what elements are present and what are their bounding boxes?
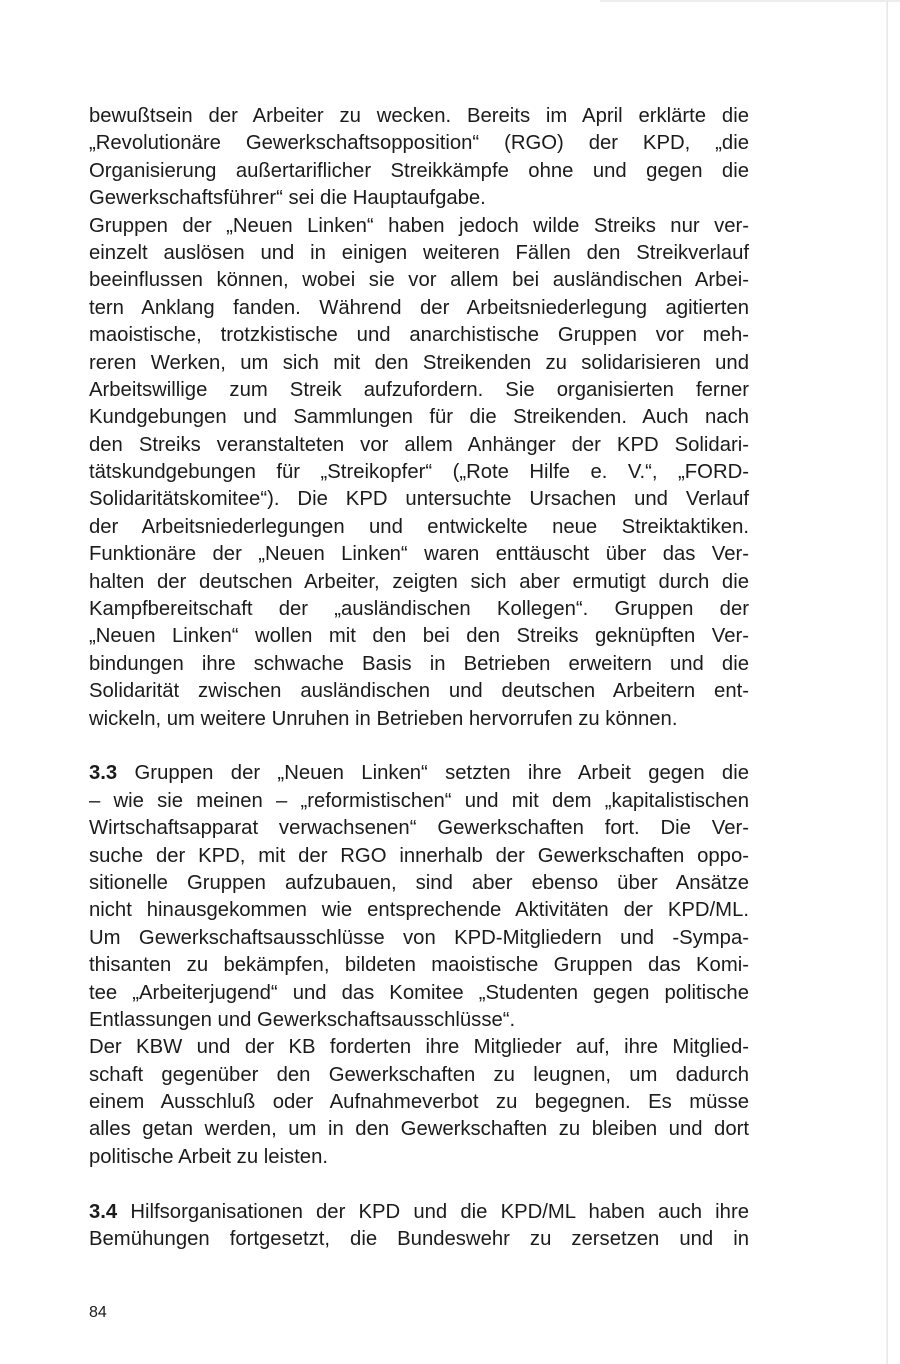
section-number: 3.3: [89, 762, 118, 785]
text-line: suche der KPD, mit der RGO innerhalb der Gewerkschaften oppo-: [89, 844, 749, 867]
text-line: maoistische, trotzkistische und anarchistische Gruppen vor meh-: [89, 324, 749, 347]
text-line: „Revolutionäre Gewerkschaftsopposition“ (RGO) der KPD, „die: [89, 132, 749, 155]
text-line: alles getan werden, um in den Gewerkschaften zu bleiben und dort: [89, 1118, 749, 1141]
text-line: Der KBW und der KB forderten ihre Mitglieder auf, ihre Mitglied-: [89, 1036, 749, 1059]
text-line: bindungen ihre schwache Basis in Betrieben erweitern und die: [89, 652, 749, 675]
section-heading-line: [89, 760, 749, 787]
text-line: halten der deutschen Arbeiter, zeigten sich aber ermutigt durch die: [89, 570, 749, 593]
text-line: Kundgebungen und Sammlungen für die Streikenden. Auch nach: [89, 406, 749, 429]
section-first-line: Hilfsorganisationen der KPD und die KPD/ML haben auch ihre: [117, 1200, 749, 1223]
text-line: thisanten zu bekämpfen, bildeten maoistische Gruppen das Komi-: [89, 954, 749, 977]
text-line: bewußtsein der Arbeiter zu wecken. Bereits im April erklärte die: [89, 105, 749, 127]
text-line: Kampfbereitschaft der „ausländischen Kollegen“. Gruppen der: [89, 598, 749, 621]
text-line: schaft gegenüber den Gewerkschaften zu leugnen, um dadurch: [89, 1063, 749, 1086]
section-number: 3.4: [89, 1200, 118, 1223]
text-line: wickeln, um weitere Unruhen in Betrieben hervorrufen zu können.: [89, 707, 678, 730]
text-line: Um Gewerkschaftsausschlüsse von KPD-Mitgliedern und -Sympa-: [89, 926, 749, 949]
text-line: Solidarität zwischen ausländischen und deutschen Arbeitern ent-: [89, 680, 749, 703]
text-line: Solidaritätskomitee“). Die KPD untersuchte Ursachen und Verlauf: [89, 488, 749, 511]
text-line: beeinflussen können, wobei sie vor allem bei ausländischen Arbei-: [89, 269, 749, 292]
text-line: – wie sie meinen – „reformistischen“ und mit dem „kapitalistischen: [89, 789, 749, 812]
text-line: Entlassungen und Gewerkschaftsausschlüsse“.: [89, 1008, 516, 1031]
text-line: den Streiks veranstalteten vor allem Anhänger der KPD Solidari-: [89, 433, 749, 456]
page-edge-right: [886, 0, 888, 1364]
section-first-line: Gruppen der „Neuen Linken“ setzten ihre Arbeit gegen die: [117, 762, 749, 785]
text-line: Organisierung außertariflicher Streikkämpfe ohne und gegen die: [89, 159, 749, 182]
text-line: Funktionäre der „Neuen Linken“ waren enttäuscht über das Ver-: [89, 543, 749, 566]
section-3-3: [89, 760, 749, 1171]
text-line: Arbeitswillige zum Streik aufzufordern. Sie organisierten ferner: [89, 378, 749, 401]
text-line: Bemühungen fortgesetzt, die Bundeswehr zu zersetzen und in: [89, 1228, 749, 1251]
text-line: einzelt auslösen und in einigen weiteren Fällen den Streikverlauf: [89, 241, 749, 264]
paragraph-2: [89, 213, 749, 733]
text-line: politische Arbeit zu leisten.: [89, 1145, 328, 1168]
text-line: tee „Arbeiterjugend“ und das Komitee „Studenten gegen politische: [89, 981, 749, 1004]
text-line: der Arbeitsniederlegungen und entwickelte neue Streiktaktiken.: [89, 515, 749, 538]
page-edge-top: [600, 0, 900, 2]
text-line: tern Anklang fanden. Während der Arbeitsniederlegung agitierten: [89, 296, 749, 319]
section-heading-line: [89, 1199, 749, 1226]
text-line: nicht hinausgekommen wie entsprechende Aktivitäten der KPD/ML.: [89, 899, 749, 922]
section-3-4: [89, 1199, 749, 1254]
text-line: Wirtschaftsapparat verwachsenen“ Gewerkschaften fort. Die Ver-: [89, 817, 749, 840]
text-line: Gewerkschaftsführer“ sei die Hauptaufgabe.: [89, 187, 486, 210]
text-line: reren Werken, um sich mit den Streikenden zu solidarisieren und: [89, 351, 749, 374]
text-line: sitionelle Gruppen aufzubauen, sind aber ebenso über Ansätze: [89, 871, 749, 894]
paragraph-1: [89, 103, 749, 213]
text-line: einem Ausschluß oder Aufnahmeverbot zu begegnen. Es müsse: [89, 1091, 749, 1114]
paragraph-gap: [89, 1171, 749, 1198]
text-line: „Neuen Linken“ wollen mit den bei den Streiks geknüpften Ver-: [89, 625, 749, 648]
paragraph-gap: [89, 733, 749, 760]
text-line: tätskundgebungen für „Streikopfer“ („Rote Hilfe e. V.“, „FORD-: [89, 461, 749, 484]
text-line: Gruppen der „Neuen Linken“ haben jedoch wilde Streiks nur ver-: [89, 214, 749, 237]
body-text: [89, 103, 749, 1253]
page-number: 84: [89, 1304, 107, 1321]
